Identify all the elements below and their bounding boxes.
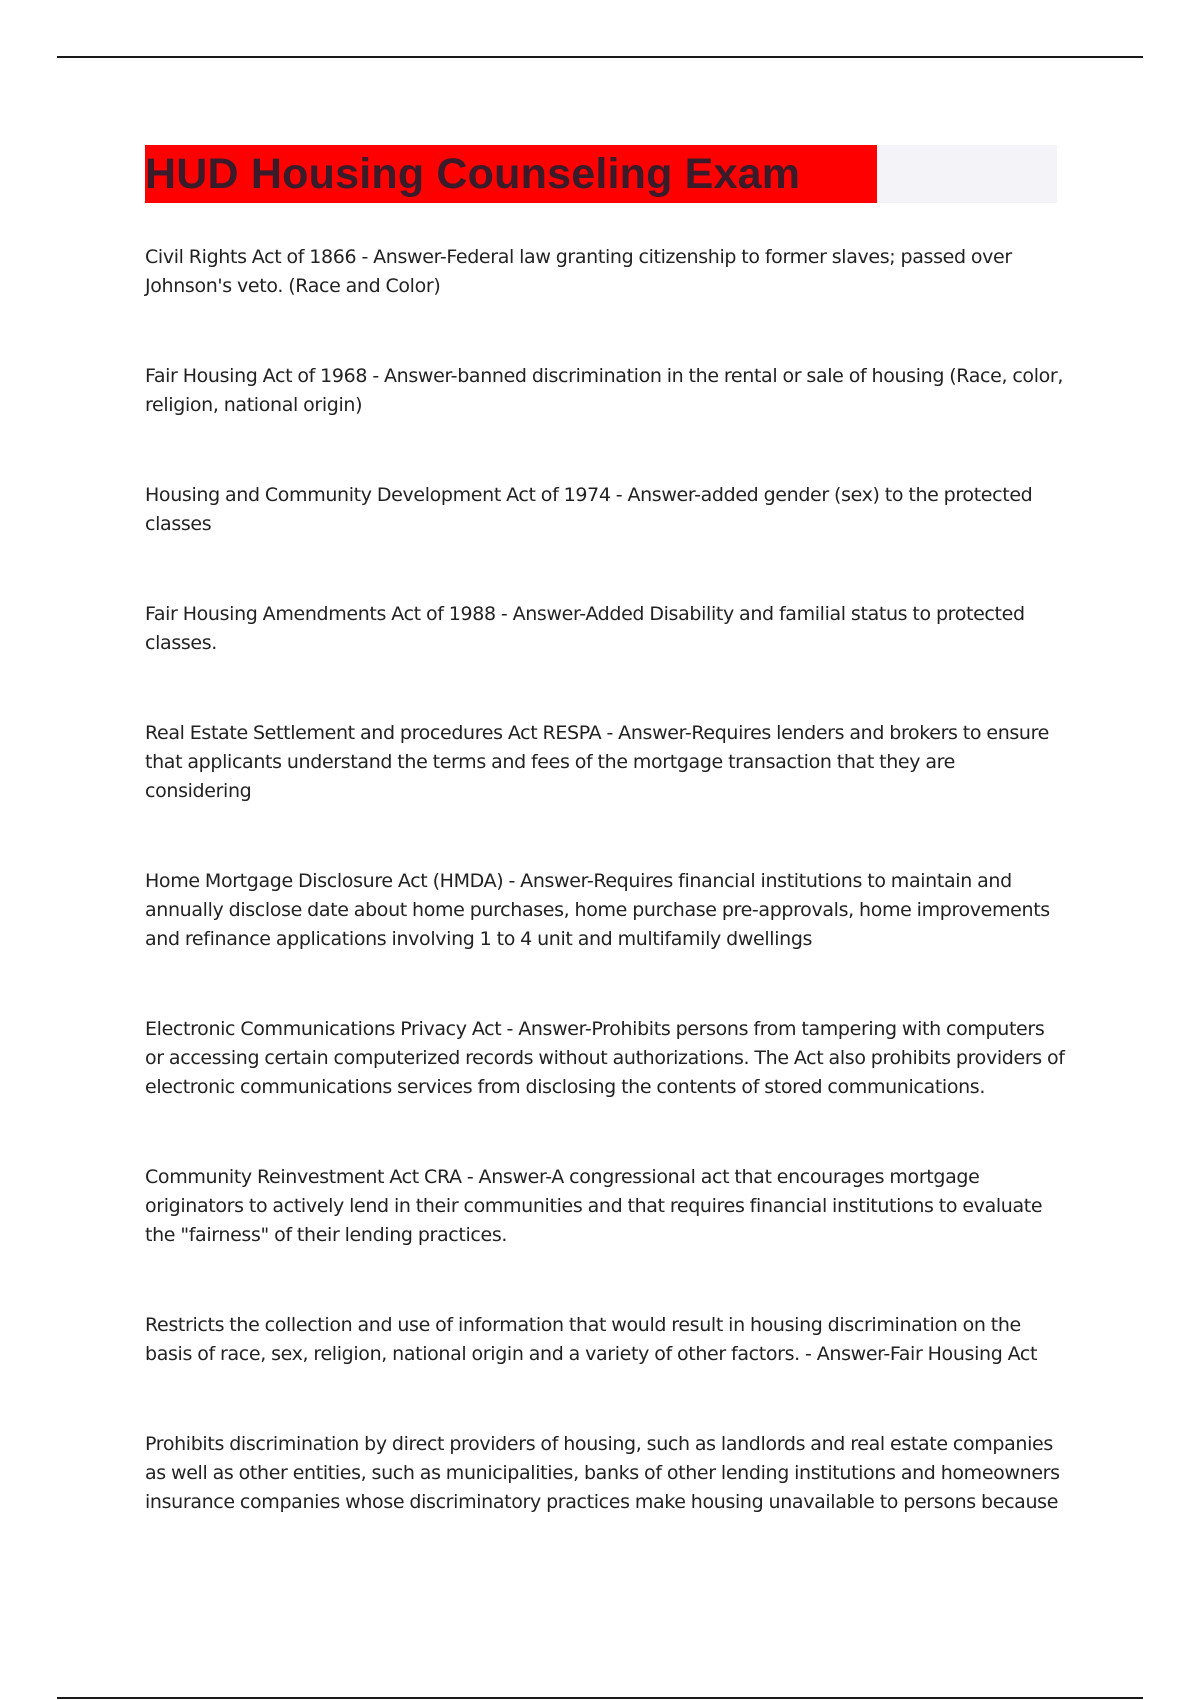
qa-entry: Fair Housing Amendments Act of 1988 - Answer-Added Disability and familial status to protected classes. [145,603,1025,654]
qa-list [145,243,1065,1578]
qa-entry: Restricts the collection and use of information that would result in housing discrimination on the basis of race, sex, religion, national origin and a variety of other factors. - Answer-Fair Housing Act [145,1314,1038,1365]
qa-entry: Real Estate Settlement and procedures Act RESPA - Answer-Requires lenders and brokers to ensure that applicants understand the terms and fees of the mortgage transaction that they are considering [145,722,1050,802]
top-divider [57,56,1143,58]
qa-entry: Home Mortgage Disclosure Act (HMDA) - Answer-Requires financial institutions to maintain and annually disclose date about home purchases, home purchase pre-approvals, home improvements and refinance applications involving 1 to 4 unit and multifamily dwellings [145,870,1050,950]
bottom-divider [57,1697,1143,1699]
qa-entry: Prohibits discrimination by direct providers of housing, such as landlords and real estate companies as well as other entities, such as municipalities, banks of other lending institutions and homeowners insurance companies whose discriminatory practices make housing unavailable to persons because [145,1433,1060,1513]
qa-entry: Electronic Communications Privacy Act - Answer-Prohibits persons from tampering with computers or accessing certain computerized records without authorizations. The Act also prohibits providers of electronic communications services from disclosing the contents of stored communications. [145,1018,1065,1098]
qa-entry: Civil Rights Act of 1866 - Answer-Federal law granting citizenship to former slaves; passed over Johnson's veto. (Race and Color) [145,246,1012,297]
qa-entry: Community Reinvestment Act CRA - Answer-A congressional act that encourages mortgage originators to actively lend in their communities and that requires financial institutions to evaluate the "fairness" of their lending practices. [145,1166,1043,1246]
title-band [145,145,1057,203]
document-title: HUD Housing Counseling Exam [145,145,877,203]
qa-entry: Housing and Community Development Act of 1974 - Answer-added gender (sex) to the protected classes [145,484,1033,535]
qa-entry: Fair Housing Act of 1968 - Answer-banned discrimination in the rental or sale of housing (Race, color, religion, national origin) [145,365,1064,416]
